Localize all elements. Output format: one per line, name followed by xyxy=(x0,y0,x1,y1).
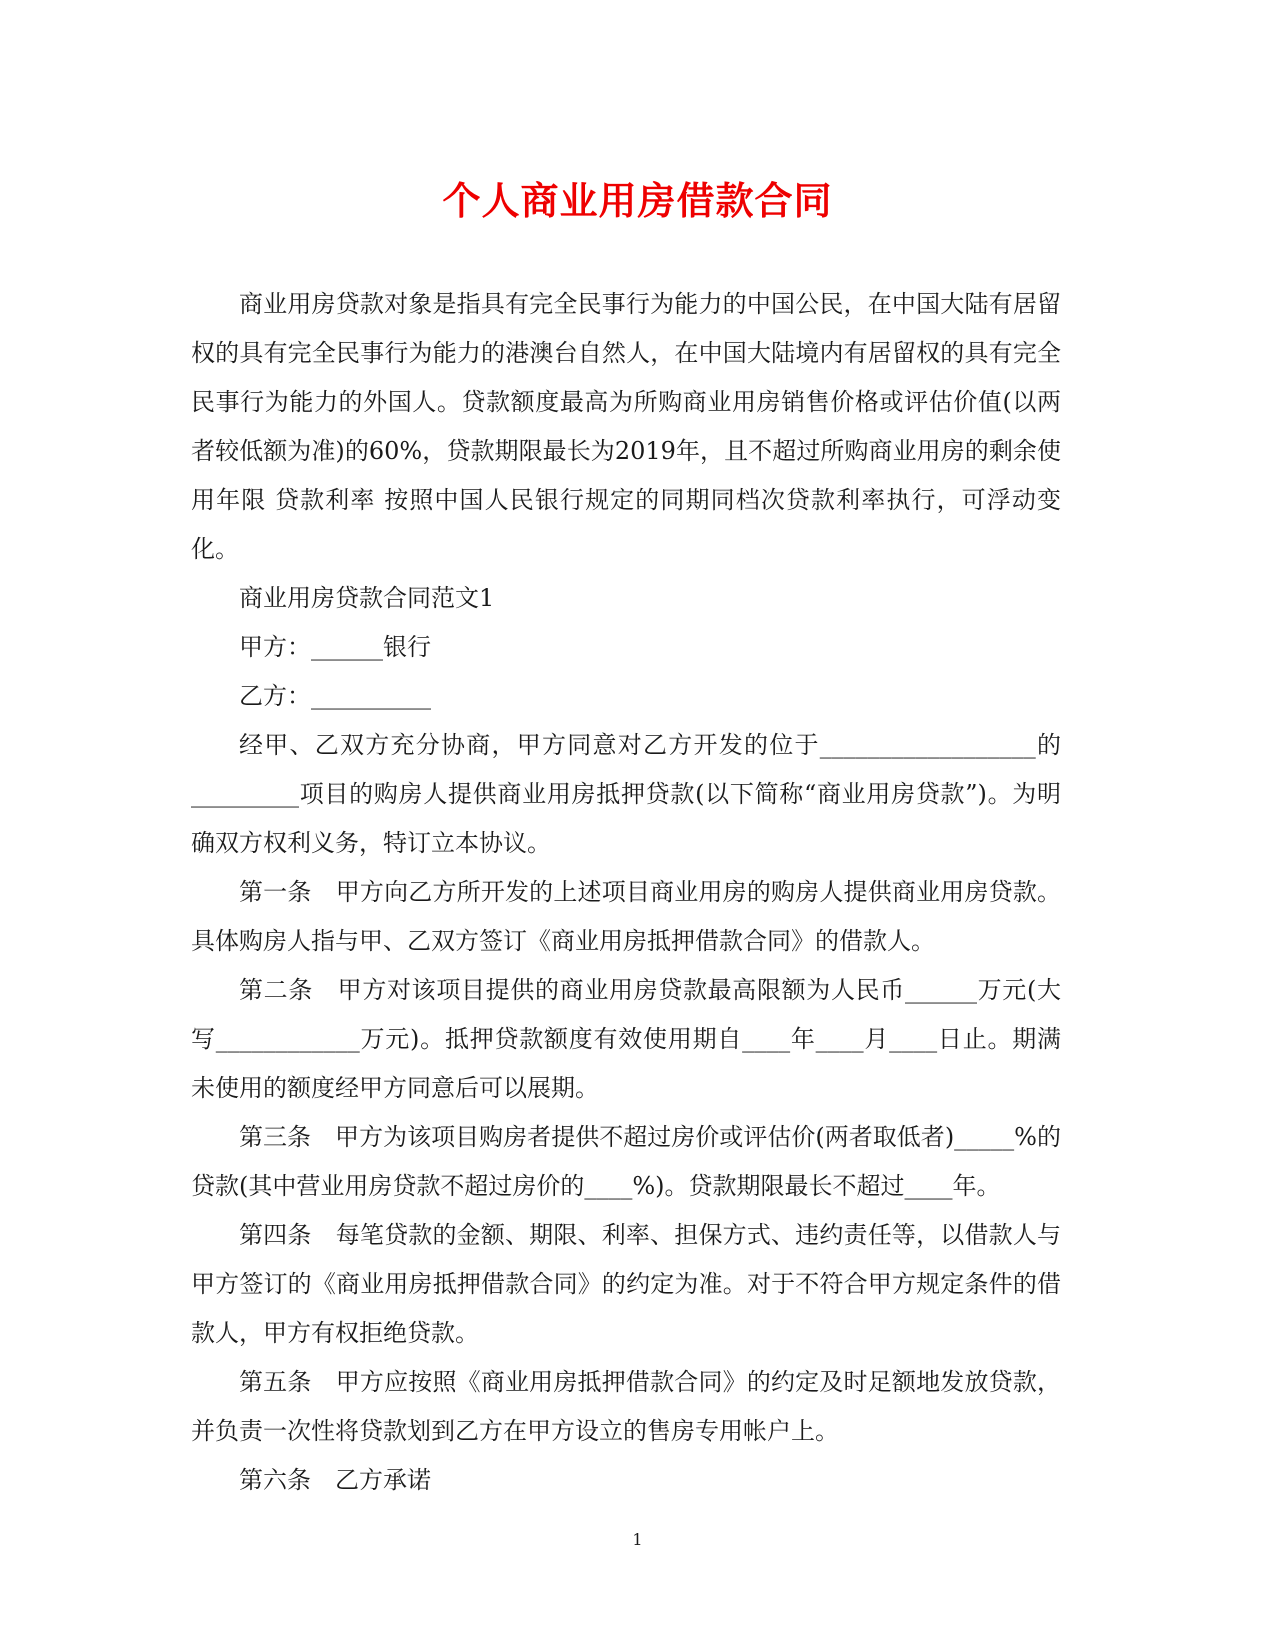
document-body xyxy=(191,280,1061,1505)
paragraph-party-a: 甲方：______银行 xyxy=(239,633,431,661)
page-number: 1 xyxy=(632,1530,643,1549)
paragraph-article-4: 第四条 每笔贷款的金额、期限、利率、担保方式、违约责任等，以借款人与甲方签订的《商业用房抵押借款合同》的约定为准。对于不符合甲方规定条件的借款人，甲方有权拒绝贷款。 xyxy=(191,1221,1061,1347)
paragraph-preamble: 经甲、乙双方充分协商，甲方同意对乙方开发的位于__________________的_________项目的购房人提供商业用房抵押贷款(以下简称“商业用房贷款”)。为明确双方权利义务，特订立本协议。 xyxy=(191,731,1061,857)
paragraph-party-b: 乙方：__________ xyxy=(239,682,431,710)
paragraph-intro: 商业用房贷款对象是指具有完全民事行为能力的中国公民，在中国大陆有居留权的具有完全民事行为能力的港澳台自然人，在中国大陆境内有居留权的具有完全民事行为能力的外国人。贷款额度最高为所购商业用房销售价格或评估价值(以两者较低额为准)的60%，贷款期限最长为2019年，且不超过所购商业用房的剩余使用年限 贷款利率 按照中国人民银行规定的同期同档次贷款利率执行，可浮动变化。 xyxy=(191,290,1061,563)
document-title: 个人商业用房借款合同 xyxy=(442,178,833,223)
paragraph-article-5: 第五条 甲方应按照《商业用房抵押借款合同》的约定及时足额地发放贷款，并负责一次性将贷款划到乙方在甲方设立的售房专用帐户上。 xyxy=(191,1368,1061,1445)
paragraph-article-2: 第二条 甲方对该项目提供的商业用房贷款最高限额为人民币______万元(大写____________万元)。抵押贷款额度有效使用期自____年____月____日止。期满未使用的额度经甲方同意后可以展期。 xyxy=(191,976,1061,1102)
paragraph-article-6: 第六条 乙方承诺 xyxy=(239,1466,431,1494)
paragraph-article-3: 第三条 甲方为该项目购房者提供不超过房价或评估价(两者取低者)_____%的贷款(其中营业用房贷款不超过房价的____%)。贷款期限最长不超过____年。 xyxy=(191,1123,1061,1200)
paragraph-article-1: 第一条 甲方向乙方所开发的上述项目商业用房的购房人提供商业用房贷款。具体购房人指与甲、乙双方签订《商业用房抵押借款合同》的借款人。 xyxy=(191,878,1061,955)
paragraph-sample-heading: 商业用房贷款合同范文1 xyxy=(239,584,495,612)
